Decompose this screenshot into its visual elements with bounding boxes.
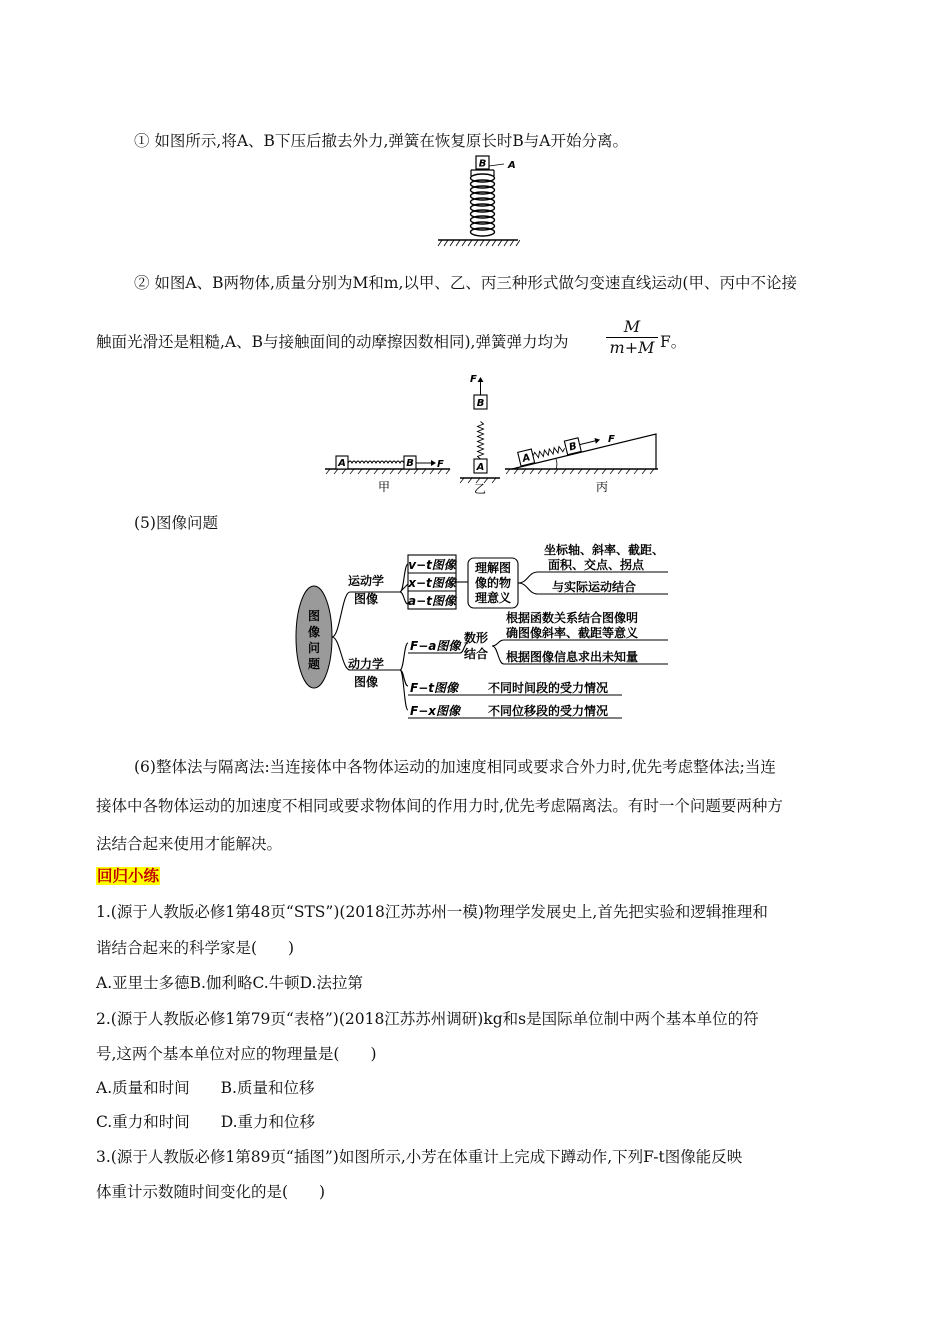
jia-label-b: B [406,458,414,469]
kin-result-1b: 面积、交点、拐点 [548,558,645,572]
text-line-3 [96,332,569,352]
question-2-options-1: A.质量和时间 B.质量和位移 [96,1079,315,1097]
text-line-4: (5)图像问题 [134,514,218,532]
yi-label-b: B [476,398,485,409]
dyn-graph-fa: F−a图像 [410,639,461,653]
yi-label-f: F [470,374,477,385]
question-2-options-2: C.重力和时间 D.重力和位移 [96,1113,316,1131]
root-char-1: 图 [307,609,321,623]
dyn-result-1a: 根据函数关系结合图像明 [506,611,639,625]
fraction-numerator: M [623,317,641,336]
text-line-2: ② 如图A、B两物体,质量分别为M和m,以甲、乙、丙三种形式做匀变速直线运动(甲、丙中不论接 [134,274,797,292]
shuxing-1: 数形 [463,631,489,645]
text-line-7: 法结合起来使用才能解决。 [96,835,283,853]
section-heading-highlight: 回归小练 [97,867,160,885]
dyn-graph-ft: F−t图像 [410,681,458,695]
understand-3: 理意义 [474,591,512,605]
question-1-line-2: 谐结合起来的科学家是( ) [96,939,295,957]
fraction-denominator: m+M [609,338,655,357]
question-3-line-1: 3.(源于人教版必修1第89页“插图”)如图所示,小芳在体重计上完成下蹲动作,下列F-t图像能反映 [96,1148,743,1166]
dyn-fx-desc: 不同位移段的受力情况 [488,704,609,718]
dyn-result-1b: 确图像斜率、截距等意义 [506,626,639,640]
text-line-1: ① 如图所示,将A、B下压后撤去外力,弹簧在恢复原长时B与A开始分离。 [134,132,628,150]
kin-graph-vt: v−t图像 [408,558,456,572]
dyn-label-2: 图像 [353,675,379,689]
kin-label-2: 图像 [353,592,379,606]
text-line-6: 接体中各物体运动的加速度不相同或要求物体间的作用力时,优先考虑隔离法。有时一个问题要两种方 [96,797,783,815]
question-1-line-1: 1.(源于人教版必修1第48页“STS”)(2018江苏苏州一模)物理学发展史上,首先把实验和逻辑推理和 [96,903,768,921]
kin-graph-xt: x−t图像 [408,576,456,590]
spring-figure [436,154,520,250]
understand-2: 像的物 [474,576,512,590]
root-char-4: 题 [307,657,321,671]
shuxing-2: 结合 [463,647,489,661]
dyn-label-1: 动力学 [347,657,385,671]
section-heading [96,866,160,886]
fraction [606,318,658,357]
text-line-3b: F。 [660,333,687,351]
kin-result-1a: 坐标轴、斜率、截距、 [544,543,665,557]
understand-1: 理解图 [474,561,512,575]
root-char-2: 像 [307,625,321,639]
text-line-3a: 触面光滑还是粗糙,A、B与接触面间的动摩擦因数相同),弹簧弹力均为 [96,333,569,351]
bing-caption: 丙 [595,480,609,494]
dyn-result-2: 根据图像信息求出未知量 [506,650,639,664]
kin-graph-at: a−t图像 [408,594,456,608]
text-line-5: (6)整体法与隔离法:当连接体中各物体运动的加速度相同或要求合外力时,优先考虑整体法;当连 [134,758,776,776]
bing-label-f: F [608,434,615,445]
yi-caption: 乙 [473,482,487,496]
question-1-options: A.亚里士多德B.伽利略C.牛顿D.法拉第 [96,974,363,992]
bing-label-a: A [521,452,532,465]
dyn-graph-fx: F−x图像 [410,704,460,718]
kin-result-2: 与实际运动结合 [552,580,637,594]
three-config-figure [320,370,665,498]
spring-label-a: A [508,160,516,171]
spring-label-b: B [478,158,487,170]
jia-caption: 甲 [377,480,391,494]
mindmap-figure [292,540,712,730]
dyn-ft-desc: 不同时间段的受力情况 [488,681,609,695]
question-2-line-1: 2.(源于人教版必修1第79页“表格”)(2018江苏苏州调研)kg和s是国际单位制中两个基本单位的符 [96,1010,759,1028]
yi-label-a: A [476,462,485,473]
root-char-3: 问 [307,641,321,655]
jia-label-a: A [338,458,346,469]
question-2-line-2: 号,这两个基本单位对应的物理量是( ) [96,1045,377,1063]
bing-label-b: B [568,440,579,454]
kin-label-1: 运动学 [347,574,385,588]
jia-label-f: F [437,459,444,470]
question-3-line-2: 体重计示数随时间变化的是( ) [96,1183,326,1201]
